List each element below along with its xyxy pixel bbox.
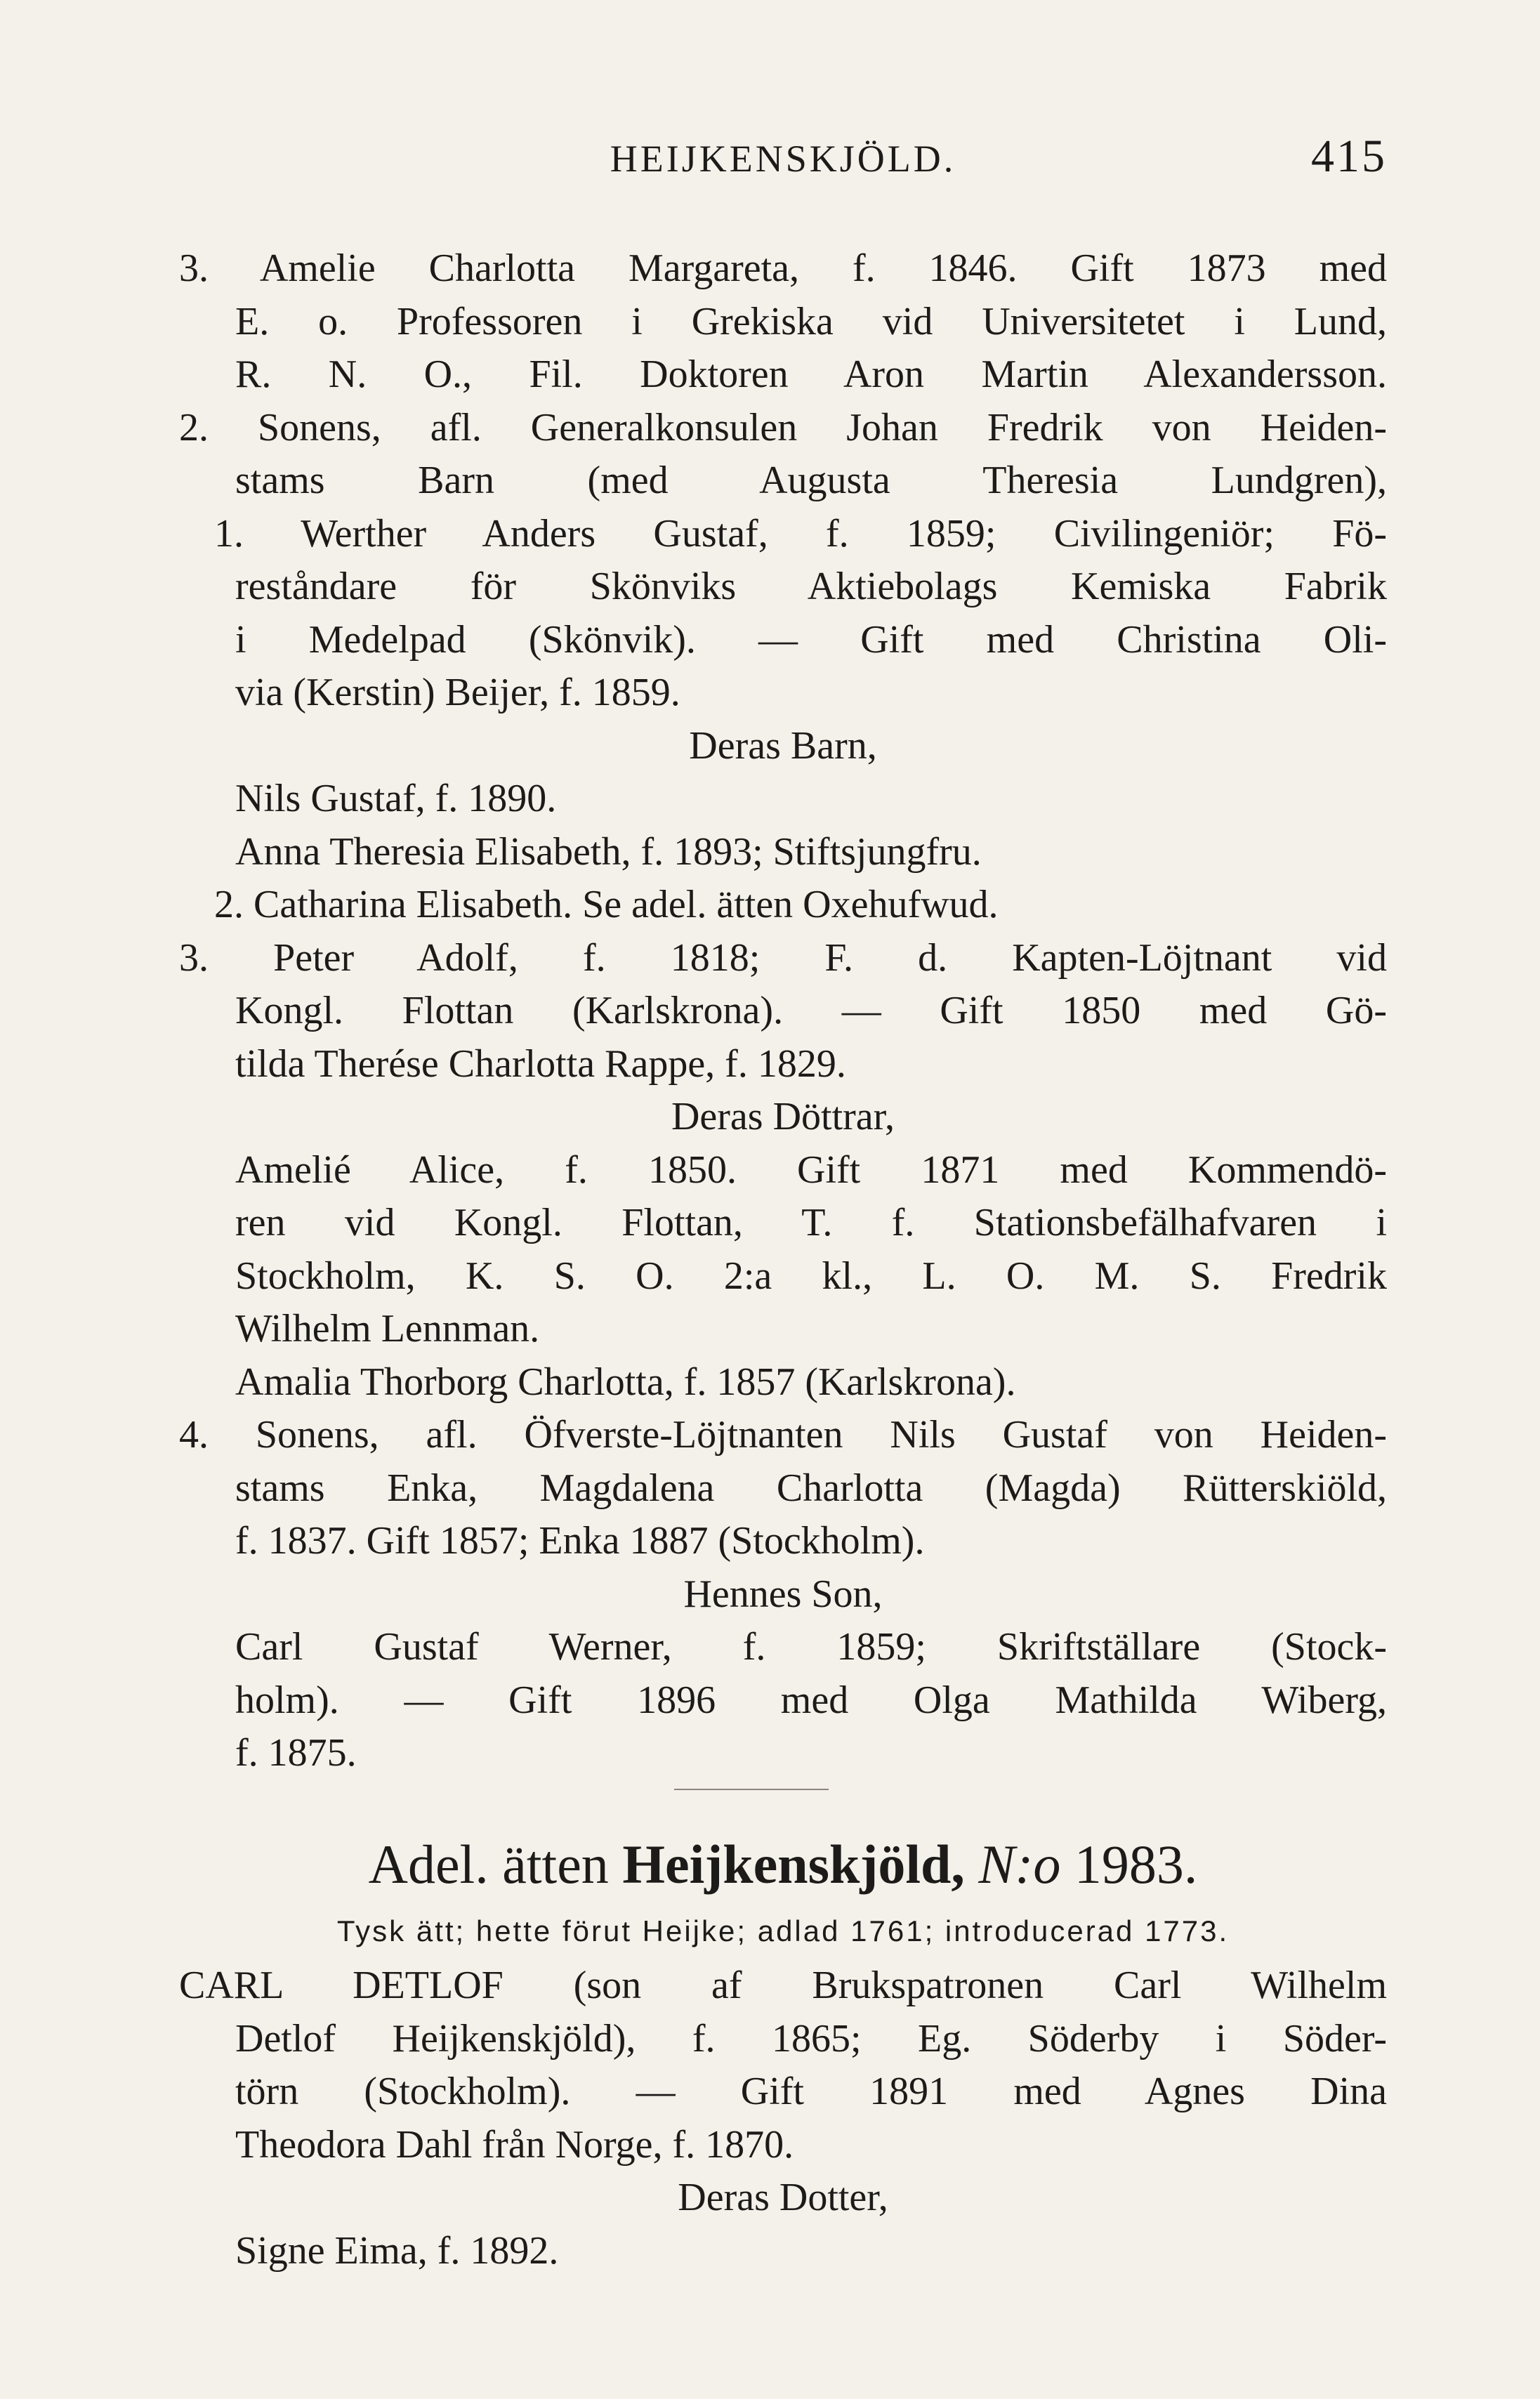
text-line: stams Barn (med Augusta Theresia Lundgren), [235, 459, 1387, 502]
text-line: Amelié Alice, f. 1850. Gift 1871 med Kommendö- [235, 1148, 1387, 1192]
text-line: E. o. Professoren i Grekiska vid Universitetet i Lund, [235, 299, 1387, 343]
heading-no-label: N:o [978, 1834, 1061, 1895]
text-line: R. N. O., Fil. Doktoren Aron Martin Alexandersson. [235, 353, 1387, 396]
text-line: Anna Theresia Elisabeth, f. 1893; Stiftsjungfru. [235, 829, 982, 874]
text-line: Theodora Dahl från Norge, f. 1870. [235, 2122, 794, 2167]
text-line: Kongl. Flottan (Karlskrona). — Gift 1850 med Gö- [235, 989, 1387, 1032]
text-line: Signe Eima, f. 1892. [235, 2228, 559, 2273]
text-line: holm). — Gift 1896 med Olga Mathilda Wiberg, [235, 1678, 1387, 1722]
running-title: HEIJKENSKJÖLD. [610, 138, 956, 180]
page-number: 415 [1311, 131, 1387, 182]
text-line: f. 1837. Gift 1857; Enka 1887 (Stockholm). [235, 1519, 925, 1563]
text-line: ren vid Kongl. Flottan, T. f. Stationsbefälhafvaren i [235, 1201, 1387, 1244]
text-line: stams Enka, Magdalena Charlotta (Magda) Rütterskiöld, [235, 1466, 1387, 1510]
text-line: 3. Amelie Charlotta Margareta, f. 1846. Gift 1873 med [179, 247, 1387, 290]
text-line: Deras Dotter, [678, 2176, 888, 2219]
family-number: 1983. [1074, 1834, 1198, 1895]
section-divider [674, 1789, 829, 1790]
family-subheading: Tysk ätt; hette förut Heijke; adlad 1761; introducerad 1773. [336, 1914, 1230, 1947]
family-heading [179, 1826, 1387, 1903]
text-line: törn (Stockholm). — Gift 1891 med Agnes Dina [235, 2070, 1387, 2113]
family-name: Heijkenskjöld, [622, 1834, 965, 1895]
text-line: f. 1875. [235, 1731, 357, 1775]
text-line: i Medelpad (Skönvik). — Gift med Christina Oli- [235, 617, 1387, 662]
text-line: Stockholm, K. S. O. 2:a kl., L. O. M. S. Fredrik [235, 1254, 1387, 1298]
text-line: Deras Döttrar, [671, 1095, 895, 1138]
text-line: reståndare för Skönviks Aktiebolags Kemiska Fabrik [235, 565, 1387, 608]
text-line: 2. Sonens, afl. Generalkonsulen Johan Fredrik von Heiden- [179, 405, 1387, 449]
running-head [179, 130, 1387, 186]
text-line: Hennes Son, [683, 1572, 883, 1616]
text-line: 3. Peter Adolf, f. 1818; F. d. Kapten-Löjtnant vid [179, 935, 1387, 980]
heading-prefix: Adel. ätten [368, 1834, 609, 1895]
text-line: Carl Gustaf Werner, f. 1859; Skriftställare (Stock- [235, 1625, 1387, 1669]
text-line: CARL DETLOF (son af Brukspatronen Carl Wilhelm [179, 1964, 1387, 2007]
text-line: Amalia Thorborg Charlotta, f. 1857 (Karlskrona). [235, 1360, 1016, 1404]
text-line: Detlof Heijkenskjöld), f. 1865; Eg. Söderby i Söder- [235, 2016, 1387, 2060]
genealogy-text [179, 242, 1387, 1780]
text-line: 4. Sonens, afl. Öfverste-Löjtnanten Nils Gustaf von Heiden- [179, 1413, 1387, 1457]
text-line: 1. Werther Anders Gustaf, f. 1859; Civilingeniör; Fö- [214, 511, 1387, 556]
text-line: tilda Therése Charlotta Rappe, f. 1829. [235, 1041, 846, 1086]
text-line: via (Kerstin) Beijer, f. 1859. [235, 671, 680, 714]
text-line: Wilhelm Lennman. [235, 1307, 540, 1350]
family-entry [179, 1826, 1387, 2278]
text-line: Deras Barn, [689, 723, 877, 768]
text-line: Nils Gustaf, f. 1890. [235, 777, 557, 820]
text-line: 2. Catharina Elisabeth. Se adel. ätten Oxehufwud. [214, 883, 999, 926]
